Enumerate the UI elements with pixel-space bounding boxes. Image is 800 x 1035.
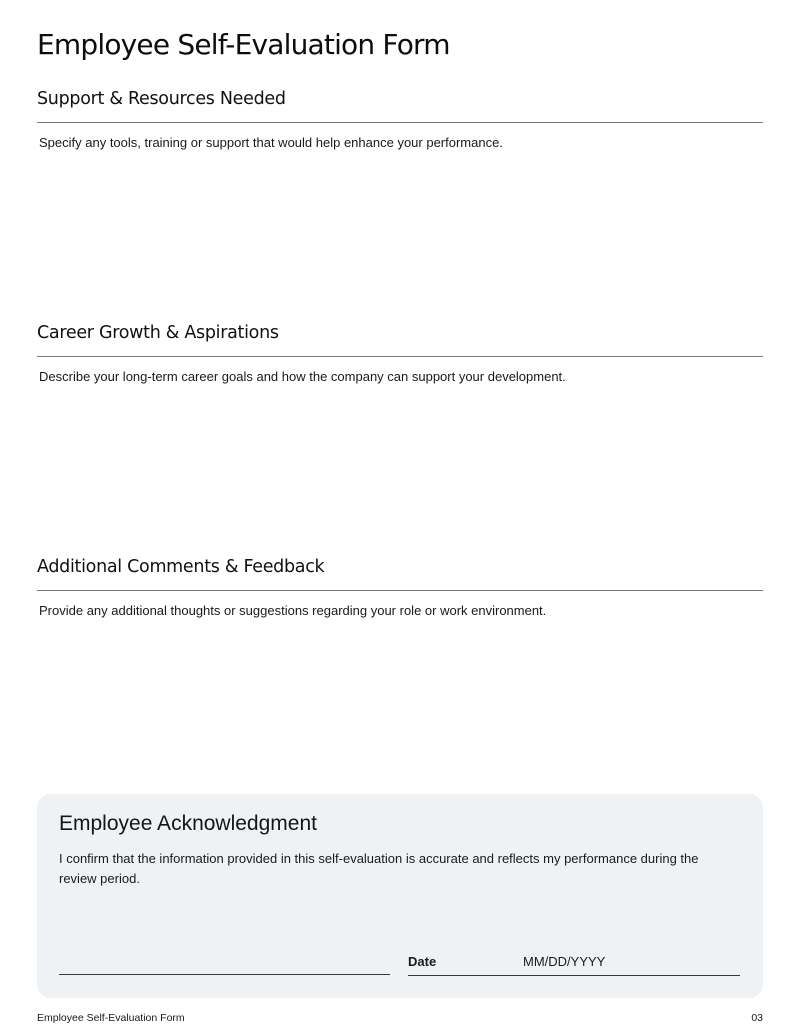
section-divider — [37, 356, 763, 357]
acknowledgment-statement: I confirm that the information provided in this self-evaluation is accurate and reflects my performance during the review period. — [59, 851, 699, 886]
page-title: Employee Self-Evaluation Form — [37, 28, 450, 61]
footer-document-name: Employee Self-Evaluation Form — [37, 1012, 185, 1024]
section-divider — [37, 122, 763, 123]
date-placeholder[interactable]: MM/DD/YYYY — [523, 954, 606, 969]
career-answer-area[interactable] — [37, 384, 763, 524]
acknowledgment-panel — [37, 794, 763, 998]
section-prompt: Provide any additional thoughts or suggestions regarding your role or work environment. — [39, 603, 547, 618]
support-answer-area[interactable] — [37, 150, 763, 290]
section-career-growth — [37, 322, 763, 524]
date-label: Date — [408, 954, 437, 969]
footer-page-number: 03 — [751, 1012, 763, 1024]
section-prompt: Specify any tools, training or support that would help enhance your performance. — [39, 135, 503, 150]
section-support-resources — [37, 88, 763, 290]
date-field[interactable] — [408, 952, 740, 976]
section-heading: Additional Comments & Feedback — [37, 557, 325, 577]
section-prompt: Describe your long-term career goals and how the company can support your development. — [39, 369, 566, 384]
section-additional-comments — [37, 556, 763, 758]
comments-answer-area[interactable] — [37, 618, 763, 758]
section-divider — [37, 590, 763, 591]
acknowledgment-title: Employee Acknowledgment — [59, 812, 317, 835]
signature-field[interactable] — [59, 974, 390, 975]
section-heading: Career Growth & Aspirations — [37, 323, 279, 343]
section-heading: Support & Resources Needed — [37, 89, 286, 109]
